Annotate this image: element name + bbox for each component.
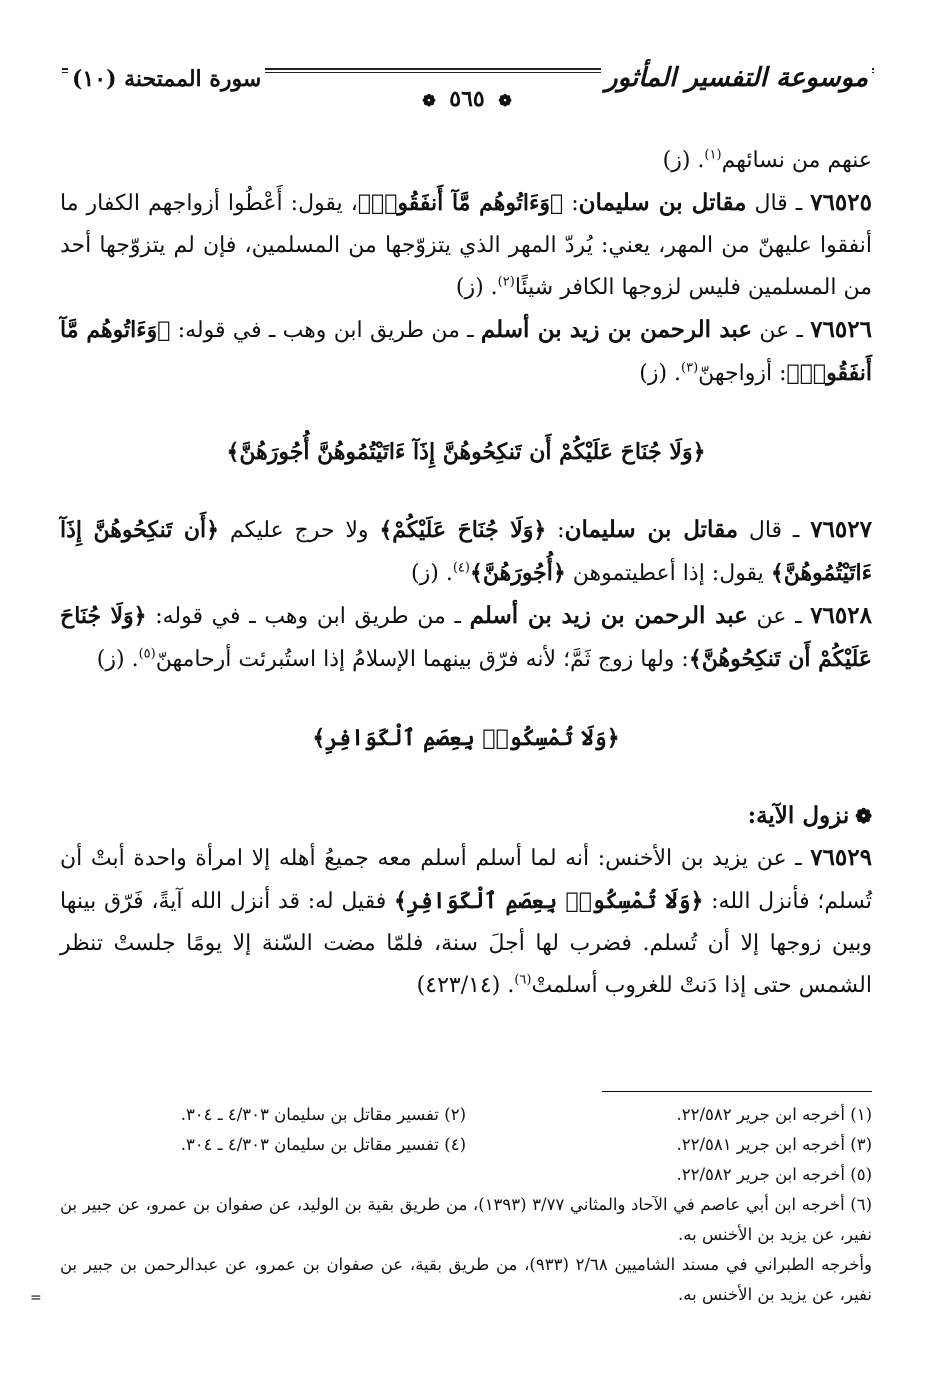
flower-icon: ❁: [855, 804, 872, 828]
narrator-name: عبد الرحمن بن زيد بن أسلم: [469, 602, 748, 629]
footnote-ref: (١): [704, 147, 722, 163]
footnote-3: (٣) أخرجه ابن جرير ٢٢/٥٨١.: [676, 1135, 872, 1154]
entry-number: ٧٦٥٢٨: [810, 602, 872, 629]
entry-number: ٧٦٥٢٩: [810, 844, 872, 871]
quran-quote: ﴿وَلَا جُنَاحَ عَلَيْكُمْ أَن تَنكِحُوهُنَّ﴾: [60, 603, 872, 672]
page-number: ٥٦٥: [449, 86, 485, 112]
quran-quote: ﴿وَلَا جُنَاحَ عَلَيْكُمْ﴾: [379, 517, 547, 543]
footnote-ref: (٢): [497, 274, 515, 290]
margin-mark: =: [30, 1290, 42, 1306]
narrator-name: مقاتل بن سليمان: [564, 516, 739, 543]
surah-title: سورة الممتحنة (١٠): [68, 64, 265, 94]
ornament-icon: ❁: [422, 91, 436, 110]
entry-number: ٧٦٥٢٧: [810, 516, 872, 543]
book-title: موسوعة التفسير المأثور: [601, 60, 872, 96]
footnote-row: [60, 1160, 872, 1190]
verse-heading: ﴿وَلَا جُنَاحَ عَلَيْكُمْ أَن تَنكِحُوهُنَّ إِذَآ ءَاتَيْتُمُوهُنَّ أُجُورَهُنَّ﴾: [226, 439, 706, 465]
footnote-6: (٦) أخرجه ابن أبي عاصم في الآحاد والمثاني ٣/٧٧ (١٣٩٣)، من طريق بقية بن الوليد، عن صفوان بن عمرو، عن جبير بن نفير، عن يزيد بن الأخنس به.: [60, 1195, 872, 1244]
footnote-row: [60, 1100, 872, 1130]
footnote-row: [60, 1130, 872, 1160]
footnotes: [60, 1100, 872, 1310]
quran-quote: ﴿وَءَاتُوهُم مَّآ أَنفَقُوا۟﴾: [357, 190, 564, 216]
entry-76527: ٧٦٥٢٧ ـ قال مقاتل بن سليمان: ﴿وَلَا جُنَاحَ عَلَيْكُمْ﴾ ولا حرج عليكم ﴿أَن تَنكِحُوهُنَّ إِذَآ ءَاتَيْتُمُوهُنَّ﴾ يقول: إذا أعطيتموهن ﴿أُجُورَهُنَّ﴾$^{(٤)}$. (ز): [60, 516, 872, 586]
quran-quote: ﴿أَن تَنكِحُوهُنَّ إِذَآ ءَاتَيْتُمُوهُنَّ﴾: [60, 517, 872, 586]
footnote-separator: [602, 1091, 872, 1092]
ornament-icon: ❁: [498, 91, 512, 110]
footnote-2: (٢) تفسير مقاتل بن سليمان ٤/٣٠٣ ـ ٣٠٤.: [180, 1105, 466, 1124]
footnote-1: (١) أخرجه ابن جرير ٢٢/٥٨٢.: [676, 1105, 872, 1124]
entry-number: ٧٦٥٢٦: [810, 316, 872, 343]
verse-heading: ﴿وَلَا تُمْسِكُوا۟ بِعِصَمِ ٱلْكَوَافِرِ﴾: [312, 725, 620, 751]
entry-76529: ٧٦٥٢٩ ـ عن يزيد بن الأخنس: أنه لما أسلم أسلم معه جميعُ أهله إلا امرأة واحدة أبتْ أن تُسلم؛ فأنزل الله: ﴿وَلَا تُمْسِكُوا۟ بِعِصَمِ ٱلْكَوَافِرِ﴾ فقيل له: قد أنزل الله آيةً، فَرّق بينها وبين زوجها إلا أن تُسلم. فضرب لها أجلَ سنة، فلمّا مضت السّنة إلا يومًا جلستْ تنظر الشمس حتى إذا دَنتْ للغروب أسلمتْ$^{(٦)}$. (٤٢٣/١٤): [60, 844, 873, 998]
footnote-ref: (٣): [681, 360, 699, 376]
footnote-ref: (٥): [138, 646, 156, 662]
footnote-5: (٥) أخرجه ابن جرير ٢٢/٥٨٢.: [676, 1165, 872, 1184]
quran-quote: ﴿أُجُورَهُنَّ﴾: [469, 560, 566, 586]
paragraph-continuation: عنهم من نسائهم$^{(١)}$. (ز): [662, 147, 872, 173]
entry-76525: ٧٦٥٢٥ ـ قال مقاتل بن سليمان: ﴿وَءَاتُوهُم مَّآ أَنفَقُوا۟﴾، يقول: أَعْطُوا أزواجهم الكفار ما أنفقوا عليهنّ من المهر، يعني: يُردّ المهر الذي يتزوّجها من المسلمين، فإن لم يتزوّجها أحد من المسلمين فليس لزوجها الكافر شيئًا$^{(٢)}$. (ز): [60, 189, 872, 300]
narrator-name: مقاتل بن سليمان: [578, 189, 747, 216]
page-number-row: [0, 86, 934, 112]
footnote-ref: (٤): [452, 560, 470, 576]
entry-number: ٧٦٥٢٥: [810, 189, 872, 216]
quran-quote: ﴿وَلَا تُمْسِكُوا۟ بِعِصَمِ ٱلْكَوَافِرِ﴾: [394, 888, 704, 914]
main-text: [60, 140, 872, 1007]
quran-quote: ﴿وَءَاتُوهُم مَّآ أَنفَقُوا۟﴾: [60, 317, 872, 386]
entry-76526: ٧٦٥٢٦ ـ عن عبد الرحمن بن زيد بن أسلم ـ من طريق ابن وهب ـ في قوله: ﴿وَءَاتُوهُم مَّآ أَنفَقُوا۟﴾: أزواجهنّ$^{(٣)}$. (ز): [60, 316, 872, 386]
entry-76528: ٧٦٥٢٨ ـ عن عبد الرحمن بن زيد بن أسلم ـ من طريق ابن وهب ـ في قوله: ﴿وَلَا جُنَاحَ عَلَيْكُمْ أَن تَنكِحُوهُنَّ﴾: ولها زوج ثَمَّ؛ لأنه فرّق بينهما الإسلامُ إذا استُبرئت أرحامهنّ$^{(٥)}$. (ز): [60, 602, 872, 672]
narrator-name: عبد الرحمن بن زيد بن أسلم: [480, 316, 753, 343]
footnote-6-continued: وأخرجه الطبراني في مسند الشاميين ٢/٦٨ (٩٣٣)، من طريق بقية، عن صفوان بن عمرو، عن عبدالرحمن بن جبير بن نفير، عن يزيد بن الأخنس به.: [60, 1255, 872, 1304]
section-heading: ❁نزول الآية:: [747, 802, 872, 829]
footnote-4: (٤) تفسير مقاتل بن سليمان ٤/٣٠٣ ـ ٣٠٤.: [180, 1135, 466, 1154]
footnote-ref: (٦): [514, 972, 532, 988]
